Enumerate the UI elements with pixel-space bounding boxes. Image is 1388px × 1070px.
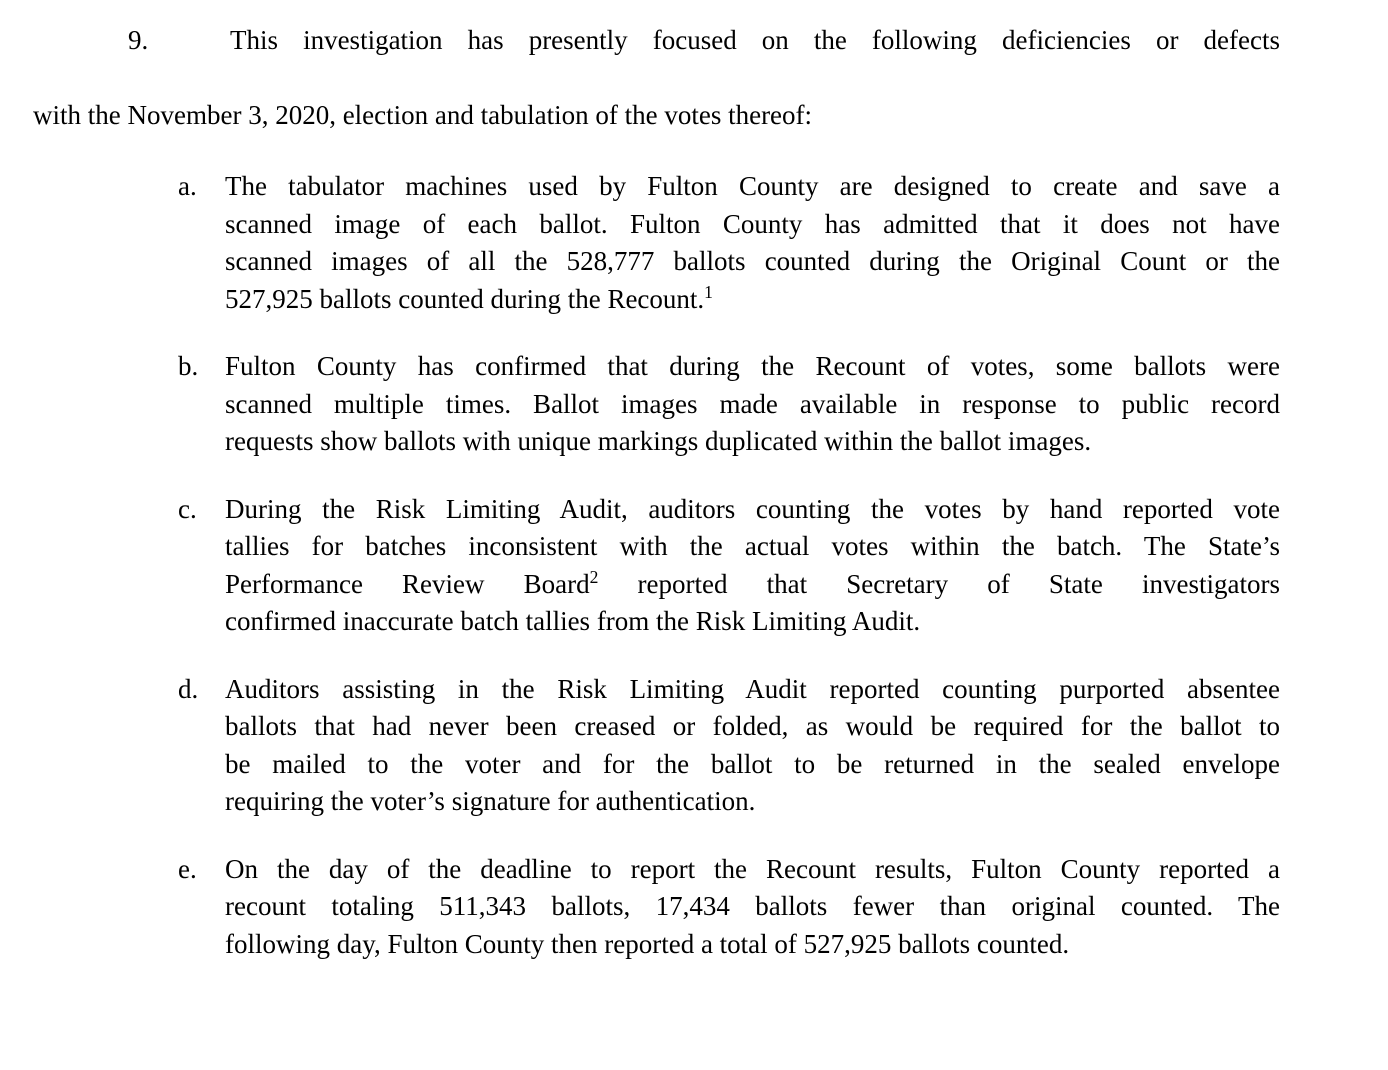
text-line: Performance Review Board$^2$ reported that Secretary of State investigators	[225, 566, 1280, 599]
list-item-d-label: d.	[178, 673, 199, 704]
list-item-e-label: e.	[178, 853, 197, 884]
text-line: following day, Fulton County then reported a total of 527,925 ballots counted.	[225, 928, 1070, 959]
footnote-marker-1: 1	[704, 281, 713, 302]
text-line: On the day of the deadline to report the Recount results, Fulton County reported a	[225, 853, 1280, 884]
list-item-d	[178, 671, 1280, 821]
list-item-c	[178, 491, 1280, 641]
text-line: scanned images of all the 528,777 ballots counted during the Original Count or the	[225, 246, 1280, 276]
list-item-a	[178, 168, 1280, 318]
list-item-c-label: c.	[178, 493, 197, 524]
list-item-b	[178, 348, 1280, 461]
paragraph-number: 9.	[128, 25, 149, 55]
text-line: The tabulator machines used by Fulton County are designed to create and save a	[225, 171, 1280, 201]
text-line: 527,925 ballots counted during the Recount.$^1$	[225, 281, 713, 314]
text-line: scanned image of each ballot. Fulton County has admitted that it does not have	[225, 208, 1280, 239]
list-item-e	[178, 851, 1280, 964]
list-item-b-label: b.	[178, 351, 199, 381]
text-line: Auditors assisting in the Risk Limiting Audit reported counting purported absentee	[225, 673, 1280, 704]
text-line: Fulton County has confirmed that during the Recount of votes, some ballots were	[225, 351, 1280, 381]
text-line: tallies for batches inconsistent with the actual votes within the batch. The State’s	[225, 531, 1280, 561]
sub-item-list	[178, 168, 1280, 963]
footnote-marker-2: 2	[589, 566, 599, 587]
paragraph-9-text-line-2: with the November 3, 2020, election and tabulation of the votes thereof:	[33, 100, 813, 130]
text-line: requiring the voter’s signature for authentication.	[225, 786, 756, 816]
paragraph-9-first-line	[33, 22, 1280, 59]
text-line: confirmed inaccurate batch tallies from the Risk Limiting Audit.	[225, 606, 921, 636]
text-line: be mailed to the voter and for the ballot to be returned in the sealed envelope	[225, 748, 1280, 779]
text-line: scanned multiple times. Ballot images made available in response to public record	[225, 388, 1280, 419]
paragraph-9-text-line-1: This investigation has presently focused on the following deficiencies or defects	[230, 25, 1280, 55]
list-item-a-label: a.	[178, 171, 197, 201]
text-line: During the Risk Limiting Audit, auditors counting the votes by hand reported vote	[225, 493, 1280, 524]
text-line: recount totaling 511,343 ballots, 17,434 ballots fewer than original counted. The	[225, 891, 1280, 921]
text-line: requests show ballots with unique markings duplicated within the ballot images.	[225, 426, 1092, 456]
text-line: ballots that had never been creased or folded, as would be required for the ballot to	[225, 711, 1280, 741]
